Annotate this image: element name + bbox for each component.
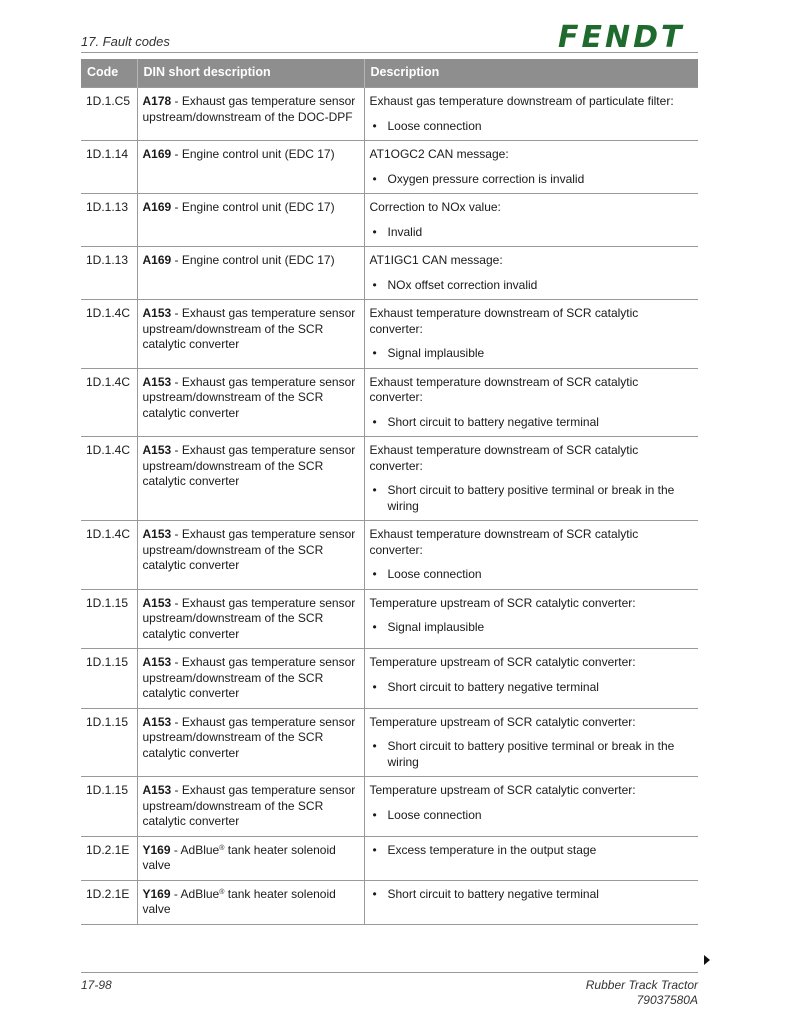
din-short-description	[137, 708, 364, 777]
component-code: A153	[142, 595, 172, 610]
component-code: A153	[142, 443, 172, 457]
fault-description	[364, 437, 698, 521]
description-bullet: • Invalid	[370, 225, 694, 241]
description-text: Exhaust gas temperature downstream of particulate filter:	[369, 94, 674, 108]
description-bullet: • Short circuit to battery negative terminal	[370, 680, 694, 696]
description-bullets	[370, 808, 694, 824]
component-name: - Engine control unit (EDC 17)	[171, 200, 335, 214]
table-row	[81, 777, 698, 837]
fault-code: 1D.1.C5	[81, 88, 137, 141]
component-code: A153	[142, 783, 172, 797]
column-header-description: Description	[364, 59, 698, 88]
fault-code: 1D.1.4C	[81, 300, 137, 369]
fault-code: 1D.1.15	[81, 589, 137, 649]
component-code: A169	[142, 253, 172, 267]
fault-code: 1D.1.13	[81, 194, 137, 247]
din-short-description	[137, 88, 364, 141]
fault-description	[364, 836, 698, 880]
table-row	[81, 247, 698, 300]
table-row	[81, 649, 698, 709]
description-text: Exhaust temperature downstream of SCR catalytic converter:	[369, 374, 639, 404]
description-bullet: • Signal implausible	[370, 620, 694, 636]
fault-description	[364, 141, 698, 194]
description-bullet: • Short circuit to battery positive terminal or break in the wiring	[370, 739, 694, 770]
fault-description	[364, 880, 698, 924]
description-text: Temperature upstream of SCR catalytic converter:	[369, 595, 636, 610]
description-bullet: • Signal implausible	[370, 346, 694, 362]
description-bullet: • Oxygen pressure correction is invalid	[370, 172, 694, 188]
column-header-din: DIN short description	[137, 59, 364, 88]
fault-code: 1D.1.4C	[81, 368, 137, 437]
fault-description	[364, 649, 698, 709]
din-short-description	[137, 194, 364, 247]
description-text: Temperature upstream of SCR catalytic converter:	[369, 783, 636, 797]
table-body	[81, 88, 698, 925]
din-short-description	[137, 836, 364, 880]
description-bullet: • Excess temperature in the output stage	[370, 843, 694, 859]
component-name: - Exhaust gas temperature sensor upstream/downstream of the SCR catalytic converter	[142, 374, 356, 420]
description-text: Exhaust temperature downstream of SCR catalytic converter:	[369, 306, 639, 336]
description-bullets	[370, 415, 694, 431]
description-bullets	[370, 119, 694, 135]
table-row	[81, 437, 698, 521]
description-bullets	[370, 483, 694, 514]
next-page-arrow-icon	[704, 955, 710, 965]
din-short-description	[137, 141, 364, 194]
table-row	[81, 88, 698, 141]
component-name: - Exhaust gas temperature sensor upstream/downstream of the SCR catalytic converter	[142, 655, 356, 700]
table-row	[81, 521, 698, 590]
table-row	[81, 368, 698, 437]
fault-description	[364, 708, 698, 777]
description-bullet: • Loose connection	[370, 567, 694, 583]
din-short-description	[137, 247, 364, 300]
din-short-description	[137, 589, 364, 649]
footer-divider	[81, 972, 698, 973]
description-bullets	[370, 172, 694, 188]
fault-code: 1D.1.4C	[81, 521, 137, 590]
description-bullets	[370, 739, 694, 770]
din-short-description	[137, 368, 364, 437]
description-bullets	[370, 620, 694, 636]
description-bullet: • Short circuit to battery negative terminal	[370, 415, 694, 431]
fault-code: 1D.1.4C	[81, 437, 137, 521]
fault-description	[364, 300, 698, 369]
component-name: - Exhaust gas temperature sensor upstream/downstream of the SCR catalytic converter	[142, 306, 356, 351]
page-number: 17-98	[81, 978, 112, 992]
table-row	[81, 194, 698, 247]
component-name: - Engine control unit (EDC 17)	[171, 147, 335, 161]
din-short-description	[137, 777, 364, 837]
table-row	[81, 300, 698, 369]
component-name: - AdBlue® tank heater solenoid valve	[142, 886, 336, 916]
component-code: A153	[142, 527, 172, 541]
logo-wordmark: FENDT	[558, 20, 685, 50]
description-text: Temperature upstream of SCR catalytic converter:	[369, 655, 636, 669]
component-name: - AdBlue® tank heater solenoid valve	[142, 842, 336, 872]
component-code: A153	[142, 374, 172, 389]
fault-code: 1D.1.15	[81, 777, 137, 837]
fault-codes-table	[81, 59, 698, 925]
component-code: A153	[142, 655, 172, 669]
description-bullet: • Short circuit to battery negative terminal	[370, 887, 694, 903]
description-bullets	[370, 887, 694, 903]
component-code: A169	[142, 147, 172, 161]
component-name: - Exhaust gas temperature sensor upstream/downstream of the SCR catalytic converter	[142, 714, 356, 760]
column-header-code: Code	[81, 59, 137, 88]
footer-info	[586, 978, 698, 1008]
document-number: 79037580A	[636, 993, 698, 1007]
description-bullets	[370, 680, 694, 696]
component-name: - Exhaust gas temperature sensor upstream/downstream of the SCR catalytic converter	[142, 783, 356, 828]
component-name: - Exhaust gas temperature sensor upstream/downstream of the SCR catalytic converter	[142, 595, 356, 641]
fault-code: 1D.2.1E	[81, 880, 137, 924]
fault-description	[364, 589, 698, 649]
din-short-description	[137, 300, 364, 369]
header-divider	[81, 52, 698, 53]
component-code: Y169	[142, 886, 171, 901]
description-text: Exhaust temperature downstream of SCR catalytic converter:	[369, 443, 639, 473]
fault-description	[364, 368, 698, 437]
table-row	[81, 880, 698, 924]
component-name: - Engine control unit (EDC 17)	[171, 253, 335, 267]
description-text: Correction to NOx value:	[369, 200, 501, 214]
din-short-description	[137, 880, 364, 924]
description-text: AT1IGC1 CAN message:	[369, 253, 503, 267]
description-bullet: • Short circuit to battery positive terminal or break in the wiring	[370, 483, 694, 514]
description-text: AT1OGC2 CAN message:	[369, 147, 509, 161]
fault-description	[364, 247, 698, 300]
table-row	[81, 836, 698, 880]
fault-description	[364, 521, 698, 590]
description-bullets	[370, 346, 694, 362]
din-short-description	[137, 437, 364, 521]
description-text: Exhaust temperature downstream of SCR catalytic converter:	[369, 527, 639, 557]
description-bullet: • NOx offset correction invalid	[370, 278, 694, 294]
fault-code: 1D.1.15	[81, 708, 137, 777]
fault-code: 1D.1.15	[81, 649, 137, 709]
component-code: A169	[142, 200, 172, 214]
component-name: - Exhaust gas temperature sensor upstream/downstream of the SCR catalytic converter	[142, 527, 356, 572]
description-bullets	[370, 843, 694, 859]
fault-description	[364, 777, 698, 837]
description-bullet: • Loose connection	[370, 808, 694, 824]
component-code: A178	[142, 94, 172, 108]
component-name: - Exhaust gas temperature sensor upstream/downstream of the SCR catalytic converter	[142, 443, 356, 488]
description-text: Temperature upstream of SCR catalytic converter:	[369, 714, 636, 729]
fault-description	[364, 194, 698, 247]
component-name: - Exhaust gas temperature sensor upstream/downstream of the DOC-DPF	[142, 94, 356, 124]
component-code: A153	[142, 714, 172, 729]
fault-description	[364, 88, 698, 141]
table-row	[81, 141, 698, 194]
fault-code: 1D.1.14	[81, 141, 137, 194]
din-short-description	[137, 521, 364, 590]
description-bullet: • Loose connection	[370, 119, 694, 135]
fendt-logo	[556, 20, 698, 50]
chapter-title: 17. Fault codes	[81, 34, 170, 49]
table-header-row	[81, 59, 698, 88]
din-short-description	[137, 649, 364, 709]
component-code: Y169	[142, 842, 171, 857]
description-bullets	[370, 567, 694, 583]
table-row	[81, 589, 698, 649]
product-name: Rubber Track Tractor	[585, 978, 698, 992]
description-bullets	[370, 278, 694, 294]
fault-code: 1D.1.13	[81, 247, 137, 300]
description-bullets	[370, 225, 694, 241]
component-code: A153	[142, 306, 172, 320]
fault-code: 1D.2.1E	[81, 836, 137, 880]
table-row	[81, 708, 698, 777]
